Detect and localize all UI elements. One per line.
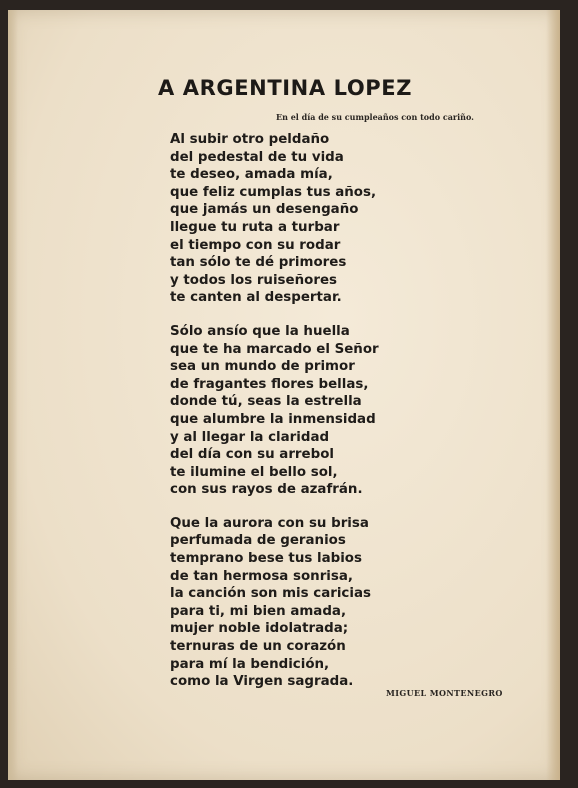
poem-line: ternuras de un corazón: [170, 639, 346, 655]
magazine-page: [8, 10, 560, 780]
poem-line: Al subir otro peldaño: [170, 132, 330, 147]
poem-line: te deseo, amada mía,: [170, 167, 333, 183]
poem-title: A ARGENTINA LOPEZ: [158, 76, 413, 100]
poem-line: el tiempo con su rodar: [170, 237, 341, 253]
poem-line: Que la aurora con su brisa: [170, 515, 369, 531]
poem-author: MIGUEL MONTENEGRO: [386, 688, 503, 698]
stanza-1: [170, 131, 379, 307]
poem-line: que feliz cumplas tus años,: [170, 184, 377, 200]
poem-dedication: En el día de su cumpleaños con todo cariño.: [276, 112, 474, 122]
poem-line: te ilumine el bello sol,: [170, 464, 338, 480]
poem-line: tan sólo te dé primores: [170, 255, 347, 271]
poem-line: mujer noble idolatrada;: [170, 621, 349, 637]
poem-line: de tan hermosa sonrisa,: [170, 568, 353, 584]
poem-line: la canción son mis caricias: [170, 586, 371, 602]
stanza-3: [170, 515, 379, 691]
poem-line: que alumbre la inmensidad: [170, 411, 376, 427]
poem-line: para ti, mi bien amada,: [170, 603, 347, 619]
poem-line: y al llegar la claridad: [170, 429, 330, 445]
poem-line: que jamás un desengaño: [170, 202, 359, 218]
poem-line: y todos los ruiseñores: [170, 272, 337, 288]
poem-line: perfumada de geranios: [170, 533, 346, 549]
poem-body: [170, 131, 379, 707]
poem-line: llegue tu ruta a turbar: [170, 219, 340, 235]
poem-line: del día con su arrebol: [170, 447, 334, 463]
poem-line: como la Virgen sagrada.: [170, 674, 354, 690]
poem-line: para mí la bendición,: [170, 656, 330, 672]
stanza-2: [170, 323, 379, 499]
page-edge-shadow: [546, 10, 560, 780]
poem-line: del pedestal de tu vida: [170, 149, 344, 165]
page-spine-shadow: [8, 10, 18, 780]
poem-line: que te ha marcado el Señor: [170, 341, 379, 357]
poem-line: temprano bese tus labios: [170, 551, 362, 567]
poem-line: de fragantes flores bellas,: [170, 376, 369, 392]
poem-line: sea un mundo de primor: [170, 359, 355, 375]
poem-line: donde tú, seas la estrella: [170, 394, 362, 410]
poem-line: te canten al despertar.: [170, 290, 342, 306]
poem-line: con sus rayos de azafrán.: [170, 482, 363, 498]
poem-line: Sólo ansío que la huella: [170, 323, 350, 339]
